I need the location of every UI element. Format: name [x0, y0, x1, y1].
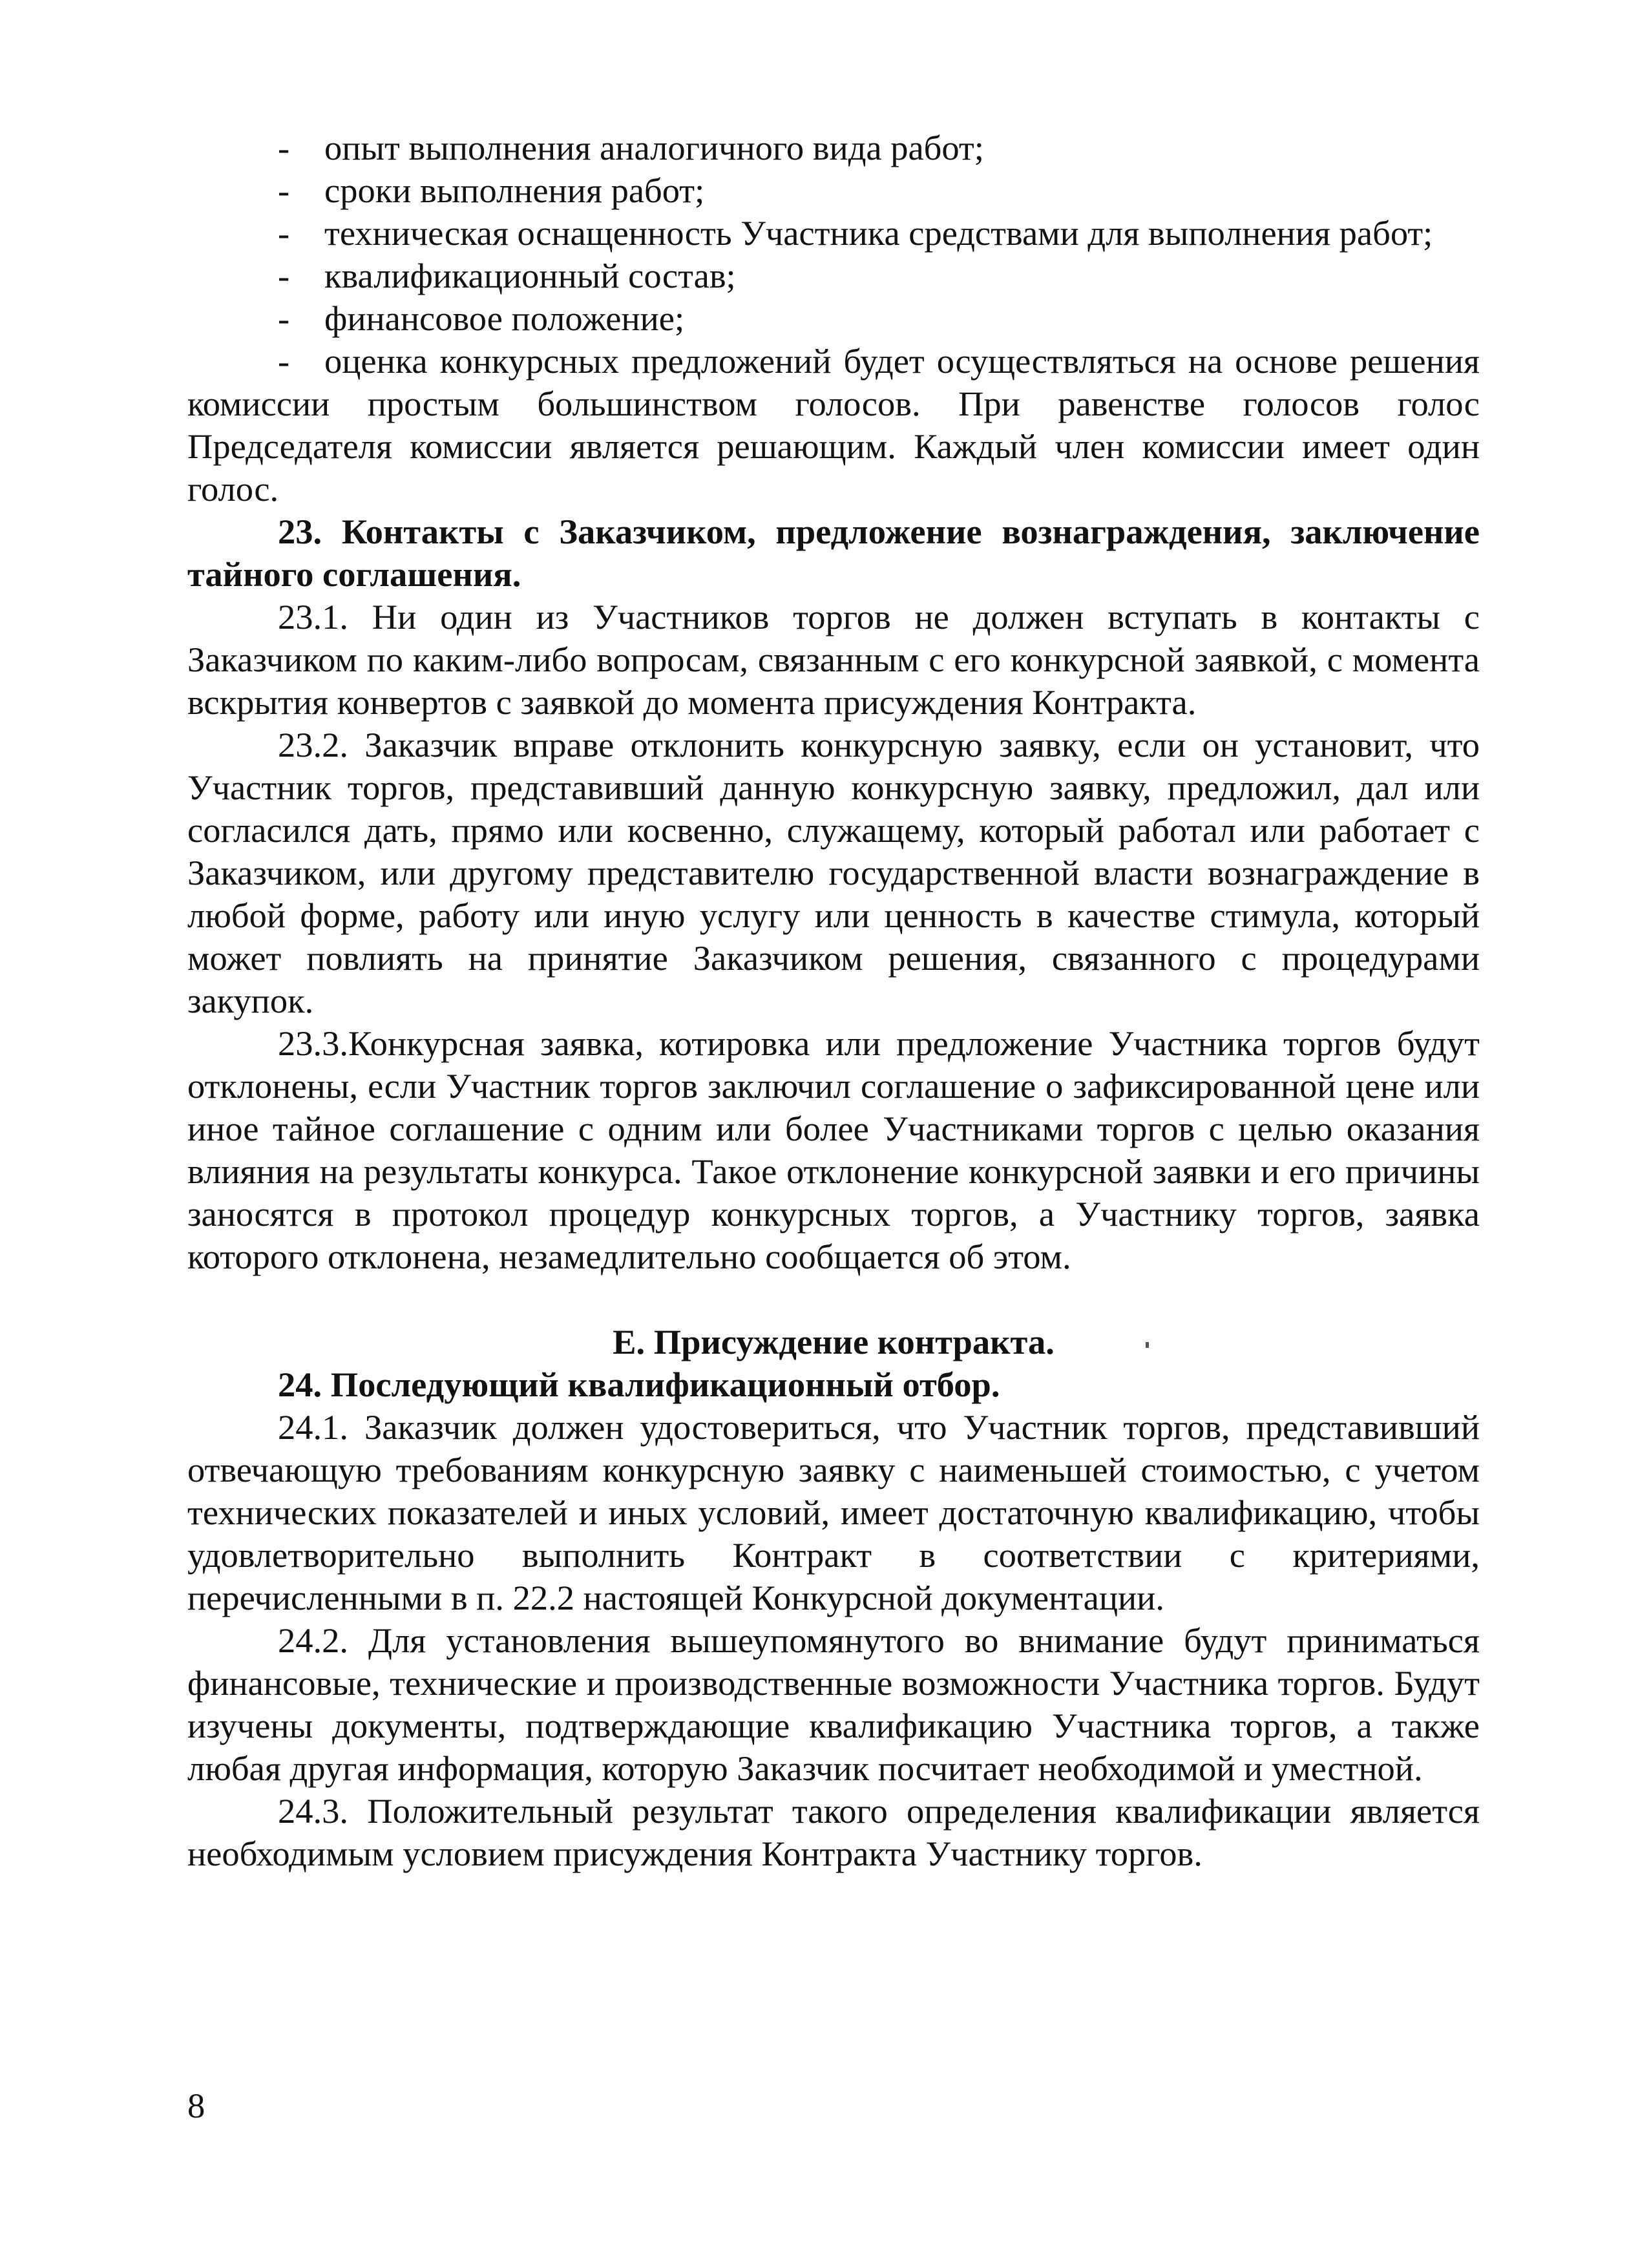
document-page: [187, 127, 1480, 1875]
paragraph-23-1: 23.1. Ни один из Участников торгов не должен вступать в контакты с Заказчиком по каким-либо вопросам, связанным с его конкурсной заявкой, с момента вскрытия конвертов с заявкой до момента присуждения Контракта.: [187, 597, 1480, 722]
bullet-dash: -: [278, 256, 290, 295]
paragraph-24-2: 24.2. Для установления вышеупомянутого во внимание будут приниматься финансовые, технические и производственные возможности Участника торгов. Будут изучены документы, подтверждающие квалификацию Участника торгов, а также любая другая информация, которую Заказчик посчитает необходимой и уместной.: [187, 1621, 1480, 1788]
bullet-text: оценка конкурсных предложений будет осуществляться на основе решения комиссии простым большинством голосов. При равенстве голосов голос Председателя комиссии является решающим. Каждый член комиссии имеет один голос.: [187, 341, 1480, 509]
bullet-text: финансовое положение;: [324, 299, 685, 338]
part-e-title: Е. Присуждение контракта.: [613, 1322, 1055, 1361]
bullet-item: [187, 297, 1480, 340]
bullet-item: [187, 212, 1480, 255]
bullet-item: [187, 340, 1480, 510]
bullet-text: опыт выполнения аналогичного вида работ;: [324, 128, 984, 167]
section-24-heading: 24. Последующий квалификационный отбор.: [278, 1365, 1000, 1404]
section-23-heading: 23. Контакты с Заказчиком, предложение вознаграждения, заключение тайного соглашения.: [187, 512, 1480, 594]
bullet-item: [187, 255, 1480, 297]
bullet-text: квалификационный состав;: [324, 256, 736, 295]
paragraph-24-3: 24.3. Положительный результат такого определения квалификации является необходимым условием присуждения Контракта Участнику торгов.: [187, 1791, 1480, 1873]
bullet-item: [187, 169, 1480, 212]
paragraph-24-1: 24.1. Заказчик должен удостовериться, что Участник торгов, представивший отвечающую требованиям конкурсную заявку с наименьшей стоимостью, с учетом технических показателей и иных условий, имеет достаточную квалификацию, чтобы удовлетворительно выполнить Контракт в соответствии с критериями, перечисленными в п. 22.2 настоящей Конкурсной документации.: [187, 1407, 1480, 1617]
bullet-dash: -: [278, 128, 290, 167]
bullet-dash: -: [278, 299, 290, 338]
paragraph-23-2: 23.2. Заказчик вправе отклонить конкурсную заявку, если он установит, что Участник торгов, представивший данную конкурсную заявку, предложил, дал или согласился дать, прямо или косвенно, служащему, который работал или работает с Заказчиком, или другому представителю государственной власти вознаграждение в любой форме, работу или иную услугу или ценность в качестве стимула, который может повлиять на принятие Заказчиком решения, связанного с процедурами закупок.: [187, 725, 1480, 1020]
scan-speck: [1146, 1342, 1149, 1348]
bullet-item: [187, 127, 1480, 169]
bullet-dash: -: [278, 171, 290, 210]
bullet-dash: -: [278, 213, 290, 253]
bullet-dash: -: [278, 341, 290, 381]
bullet-text: техническая оснащенность Участника средствами для выполнения работ;: [324, 213, 1433, 253]
page-number: 8: [187, 2086, 205, 2125]
paragraph-23-3: 23.3.Конкурсная заявка, котировка или предложение Участника торгов будут отклонены, если Участник торгов заключил соглашение о зафиксированной цене или иное тайное соглашение с одним или более Участниками торгов с целью оказания влияния на результаты конкурса. Такое отклонение конкурсной заявки и его причины заносятся в протокол процедур конкурсных торгов, а Участнику торгов, заявка которого отклонена, незамедлительно сообщается об этом.: [187, 1024, 1480, 1276]
bullet-text: сроки выполнения работ;: [324, 171, 705, 210]
